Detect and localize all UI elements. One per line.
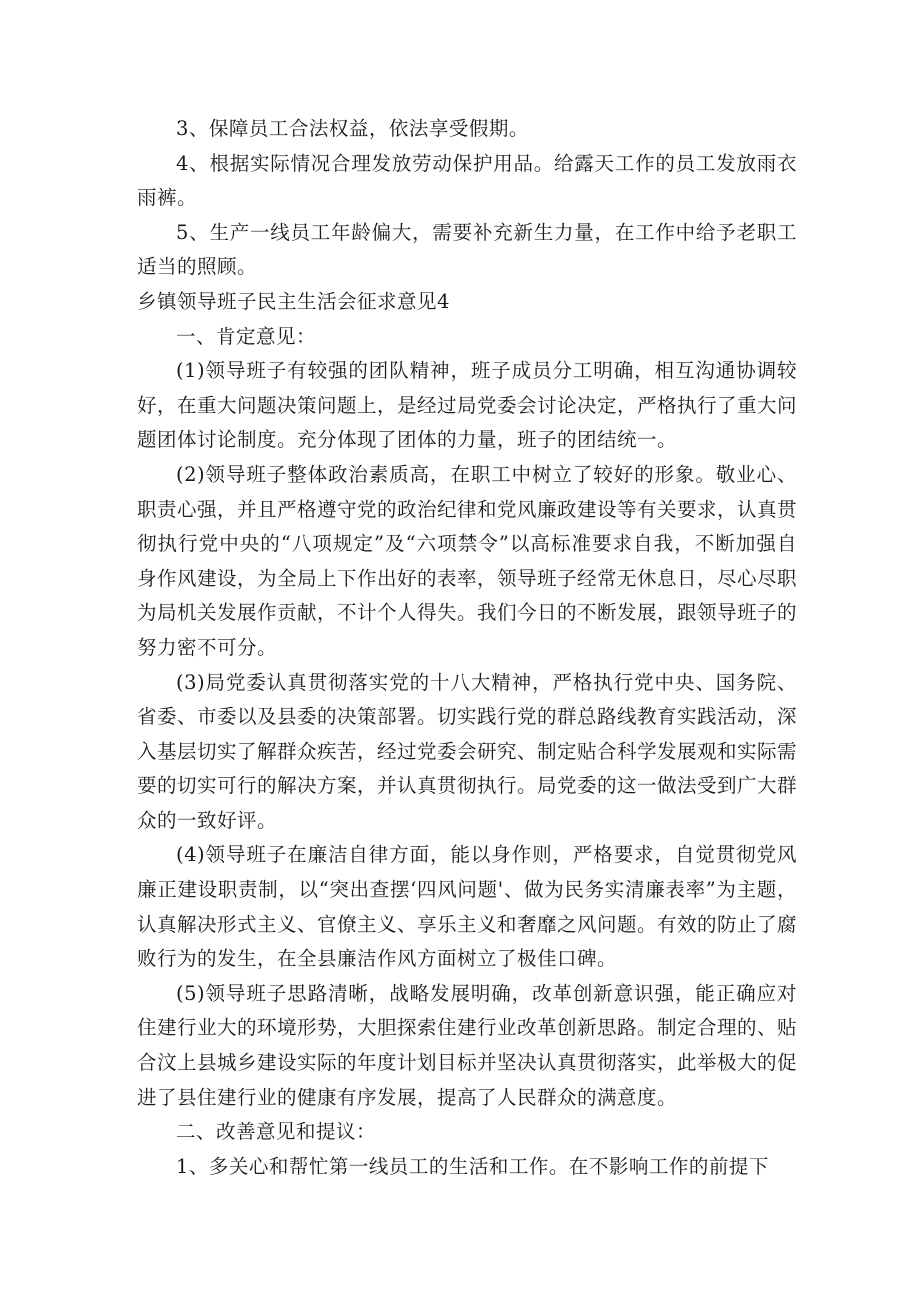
opinion-item-1: (1)领导班子有较强的团队精神，班子成员分工明确，相互沟通协调较好，在重大问题决策问题上，是经过局党委会讨论决定，严格执行了重大问题团体讨论制度。充分体现了团体的力量，班子的团结统一。 [137,359,798,452]
subheading-suggestions: 二、改善意见和提议： [176,1120,377,1144]
opinion-item-2: (2)领导班子整体政治素质高，在职工中树立了较好的形象。敬业心、职责心强，并且严格遵守党的政治纪律和党风廉政建设等有关要求，认真贯彻执行党中央的“八项规定”及“六项禁令”以高标准要求自我，不断加强自身作风建设，为全局上下作出好的表率，领导班子经常无休息日，尽心尽职为局机关发展作贡献，不计个人得失。我们今日的不断发展，跟领导班子的努力密不可分。 [137,462,798,659]
opinion-item-4: (4)领导班子在廉洁自律方面，能以身作则，严格要求，自觉贯彻党风廉正建设职责制，以“突出查摆‘四风问题'、做为民务实清廉表率”为主题，认真解决形式主义、官僚主义、享乐主义和奢靡之风问题。有效的防止了腐败行为的发生，在全县廉洁作风方面树立了极佳口碑。 [137,843,798,971]
section-title: 乡镇领导班子民主生活会征求意见4 [137,289,450,313]
opinion-item-5: (5)领导班子思路清晰，战略发展明确，改革创新意识强，能正确应对住建行业大的环境形势，大胆探索住建行业改革创新思路。制定合理的、贴合汶上县城乡建设实际的年度计划目标并坚决认真贯彻落实，此举极大的促进了县住建行业的健康有序发展，提高了人民群众的满意度。 [137,981,798,1109]
paragraph-5: 5、生产一线员工年龄偏大，需要补充新生力量，在工作中给予老职工适当的照顾。 [137,220,797,279]
suggestion-item-1: 1、多关心和帮忙第一线员工的生活和工作。在不影响工作的前提下 [176,1154,769,1178]
opinion-item-3: (3)局党委认真贯彻落实党的十八大精神，严格执行党中央、国务院、省委、市委以及县委的决策部署。切实践行党的群总路线教育实践活动，深入基层切实了解群众疾苦，经过党委会研究、制定贴合科学发展观和实际需要的切实可行的解决方案，并认真贯彻执行。局党委的这一做法受到广大群众的一致好评。 [137,670,798,832]
document-body [137,112,797,1184]
subheading-positive-opinions: 一、肯定意见： [176,324,317,348]
paragraph-3: 3、保障员工合法权益，依法享受假期。 [176,117,529,140]
paragraph-4: 4、根据实际情况合理发放劳动保护用品。给露天工作的员工发放雨衣雨裤。 [137,151,797,210]
